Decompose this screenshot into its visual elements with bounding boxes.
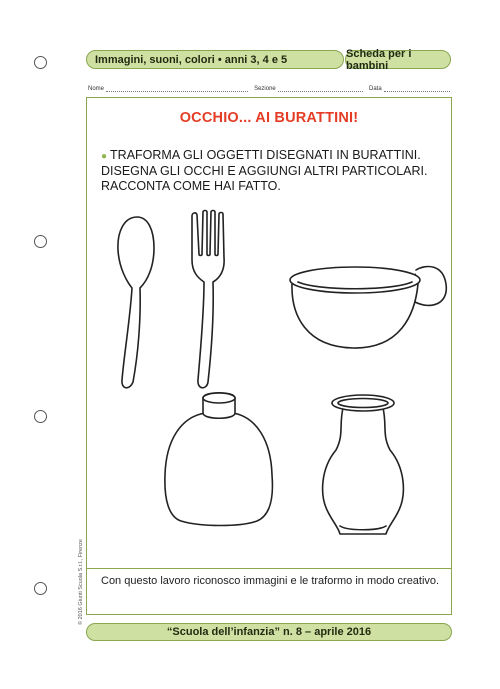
spoon-drawing — [118, 217, 154, 388]
header-tag: Scheda per i bambini — [345, 50, 451, 69]
section-line — [278, 85, 363, 92]
learning-note: Con questo lavoro riconosco immagini e le traformo in modo creativo. — [101, 575, 440, 587]
drawings — [86, 200, 452, 545]
binder-hole — [34, 235, 47, 248]
footer-publication: “Scuola dell’infanzia” n. 8 – aprile 2016 — [86, 623, 452, 641]
instructions — [101, 148, 446, 194]
name-label: Nome — [88, 86, 105, 92]
vase-drawing — [323, 395, 404, 534]
bottle-drawing — [165, 393, 273, 526]
worksheet-title: OCCHIO... AI BURATTINI! — [179, 110, 359, 126]
student-fields — [88, 82, 450, 92]
fork-drawing — [192, 211, 224, 388]
instruction-line: DISEGNA GLI OCCHI E AGGIUNGI ALTRI PARTICOLARI. — [101, 164, 428, 178]
separator-line — [86, 568, 452, 569]
cup-drawing — [290, 267, 446, 349]
binder-hole — [34, 410, 47, 423]
header-topic: Immagini, suoni, colori • anni 3, 4 e 5 — [86, 50, 344, 69]
name-line — [106, 85, 248, 92]
instruction-line: RACCONTA COME HAI FATTO. — [101, 179, 281, 193]
binder-hole — [34, 582, 47, 595]
section-label: Sezione — [254, 86, 276, 92]
copyright-text: © 2016 Giunti Scuola S.r.l., Firenze — [78, 539, 84, 625]
instruction-line: TRAFORMA GLI OGGETTI DISEGNATI IN BURATTINI. — [110, 148, 421, 162]
date-label: Data — [369, 86, 382, 92]
bullet-icon: ● — [101, 151, 108, 162]
date-line — [384, 85, 450, 92]
binder-hole — [34, 56, 47, 69]
